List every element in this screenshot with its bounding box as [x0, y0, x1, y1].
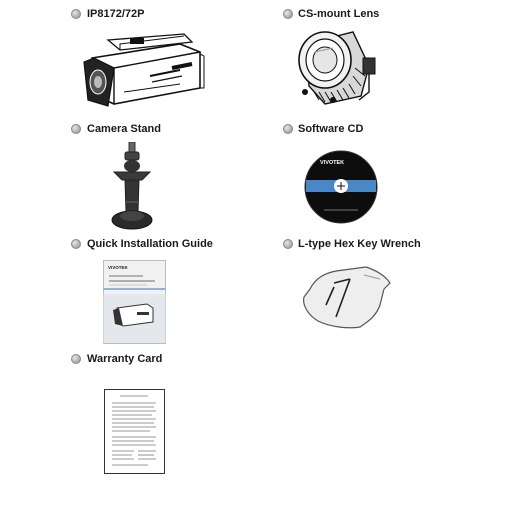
item-label-camera: IP8172/72P	[87, 8, 145, 20]
item-label-wrench: L-type Hex Key Wrench	[298, 238, 421, 250]
bullet-icon	[71, 9, 81, 19]
bullet-icon	[71, 354, 81, 364]
item-label-guide: Quick Installation Guide	[87, 238, 213, 250]
bullet-icon	[283, 9, 293, 19]
cd-brand: VIVOTEK	[320, 160, 345, 166]
item-label-lens: CS-mount Lens	[298, 8, 380, 20]
bullet-icon	[283, 124, 293, 134]
item-label-stand: Camera Stand	[87, 123, 161, 135]
lens-icon	[295, 26, 383, 108]
software-cd-icon	[304, 150, 378, 224]
bullet-icon	[283, 239, 293, 249]
item-label-warranty: Warranty Card	[87, 353, 163, 365]
item-label-cd: Software CD	[298, 123, 364, 135]
quick-guide-icon	[103, 260, 166, 344]
warranty-card-icon	[104, 389, 165, 474]
bullet-icon	[71, 124, 81, 134]
hex-key-wrench-icon	[300, 265, 394, 331]
box-camera-icon	[80, 32, 206, 112]
camera-stand-icon	[108, 142, 156, 232]
bullet-icon	[71, 239, 81, 249]
guide-brand: VIVOTEK	[108, 265, 128, 270]
